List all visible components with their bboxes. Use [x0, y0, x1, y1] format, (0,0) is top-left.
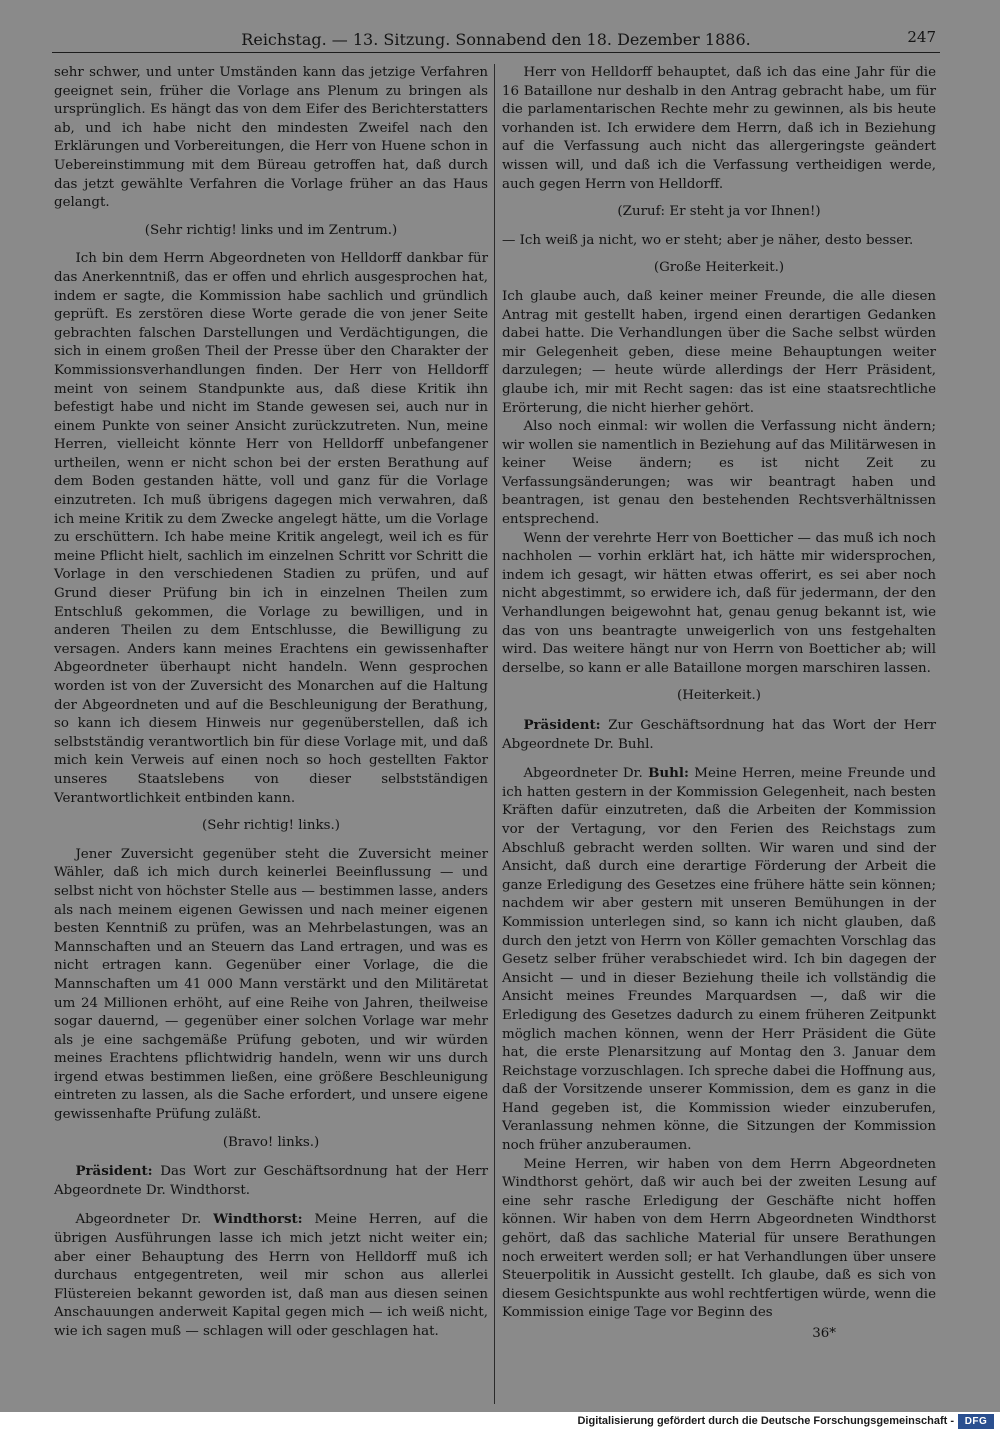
- interjection: (Zuruf: Er steht ja vor Ihnen!): [617, 204, 821, 220]
- speaker-prefix: Abgeordneter Dr.: [523, 766, 643, 782]
- interjection: (Große Heiterkeit.): [653, 260, 785, 276]
- speech-text: Das Wort zur Geschäftsordnung hat der Herr Abgeordnete Dr. Windthorst.: [54, 1164, 488, 1198]
- speech-text: Zur Geschäftsordnung hat das Wort der Herr Abgeordnete Dr. Buhl.: [502, 718, 936, 752]
- paragraph: Meine Herren, wir haben von dem Herrn Abgeordneten Windthorst gehört, daß wir auch bei der zweiten Lesung auf eine sehr rasche Erledigung der Geschäfte nicht hoffen können. Wir haben von dem Herrn Abgeordneten Windthorst gehört, daß das sachliche Material für unsere Berathungen noch erweitert werden soll; er hat Verhandlungen über unsere Steuerpolitik in Aussicht gestellt. Ich glaube, daß es sich von diesem Gesichtspunkte aus wohl rechtfertigen würde, wenn die Kommission einige Tage vor Beginn des: [502, 1156, 936, 1321]
- paragraph: — Ich weiß ja nicht, wo er steht; aber je näher, desto besser.: [502, 232, 914, 248]
- paragraph: Also noch einmal: wir wollen die Verfassung nicht ändern; wir wollen sie namentlich in Beziehung auf das Militärwesen in keiner Weise ändern; es ist nicht Zeit zu Verfassungsänderungen; was wir beantragt haben und beantragen, ist genau den bestehenden Rechtsverhältnissen entsprechend.: [502, 419, 936, 528]
- page-header: [52, 26, 940, 53]
- dfg-logo: DFG: [958, 1414, 994, 1429]
- speaker-name: Buhl:: [648, 765, 689, 782]
- interjection: (Sehr richtig! links.): [202, 818, 340, 834]
- interjection: (Sehr richtig! links und im Zentrum.): [144, 222, 398, 238]
- signature-mark: 36*: [812, 1326, 836, 1341]
- speech-president: [54, 1162, 488, 1200]
- speaker-name: Windthorst:: [213, 1211, 303, 1228]
- column-divider: [494, 64, 495, 1404]
- speech-buhl: [502, 764, 936, 1155]
- digitization-credit: Digitalisierung gefördert durch die Deutsche Forschungsgemeinschaft -: [577, 1415, 954, 1427]
- left-column: [54, 64, 488, 1342]
- digitization-credit-bar: [0, 1412, 1000, 1432]
- paragraph: sehr schwer, und unter Umständen kann das jetzige Verfahren geeignet sein, früher die Vorlage ans Plenum zu bringen als ursprünglich. Es hängt das von dem Eifer des Berichterstatters ab, und ich habe nicht den mindesten Zweifel nach den Erklärungen und Vorbereitungen, die Herr von Huene schon in Uebereinstimmung mit dem Büreau getroffen hat, daß durch das jetzt gewählte Verfahren die Vorlage früher an das Haus gelangt.: [54, 65, 488, 211]
- header-title: Reichstag. — 13. Sitzung. Sonnabend den 18. Dezember 1886.: [241, 30, 751, 49]
- speech-president: [502, 716, 936, 754]
- paragraph: Ich bin dem Herrn Abgeordneten von Helldorff dankbar für das Anerkenntniß, das er offen und ehrlich ausgesprochen hat, indem er sagte, die Kommission habe sachlich und gründlich geprüft. Es zerstören diese Worte gerade die von jener Seite gebrachten falschen Darstellungen und Verdächtigungen, die sich in einem großen Theil der Presse über den Charakter der Kommissionsverhandlungen finden. Der Herr von Helldorff meint von seinem Standpunkte aus, daß diese Kritik ihn befestigt habe und nicht im Stande gewesen sei, auch nur in einem Punkte von seiner Ansicht zurückzutreten. Nun, meine Herren, vielleicht könnte Herr von Helldorff unbefangener urtheilen, wenn er nicht schon bei der ersten Berathung auf dem Boden gestanden hätte, voll und ganz für die Vorlage einzutreten. Ich muß übrigens dagegen mich verwahren, daß ich meine Kritik zu dem Zwecke angelegt hätte, um die Vorlage zu erschüttern. Ich habe meine Kritik angelegt, weil ich es für meine Pflicht hielt, sachlich im einzelnen Schritt vor Schritt die Vorlage in den verschiedenen Stadien zu prüfen, und auf Grund dieser Prüfung bin ich in einzelnen Theilen zum Entschluß gekommen, die Vorlage zu bewilligen, und in anderen Theilen zu dem Entschlusse, die Bewilligung zu versagen. Anders kann meines Erachtens ein gewissenhafter Abgeordneter überhaupt nicht handeln. Wenn gesprochen worden ist von der Zuversicht des Monarchen auf die Haltung der Abgeordneten und auf die Beschleunigung der Berathung, so kann ich diesem Hinweis nur gegenüberstellen, daß ich selbstständig verantwortlich bin für diese Vorlage mit, und daß mich kein Verweis auf einen noch so hoch gestellten Faktor unseres Staatslebens von dieser selbstständigen Verantwortlichkeit entbinden kann.: [54, 251, 488, 806]
- speech-windthorst: [54, 1210, 488, 1341]
- paragraph: Jener Zuversicht gegenüber steht die Zuversicht meiner Wähler, daß ich mich durch keinerlei Beeinflussung — und selbst nicht von höchster Stelle aus — bestimmen lasse, anders als nach meinem eigenen Gewissen und nach meiner eigenen besten Kenntniß zu prüfen, was an Mehrbelastungen, was an Mannschaften und an Steuern das Land ertragen, und was es nicht ertragen kann. Gegenüber einer Vorlage, die die Mannschaften um 41 000 Mann verstärkt und den Militäretat um 24 Millionen erhöht, auf eine Reihe von Jahren, theilweise sogar dauernd, — gegenüber einer solchen Vorlage war mehr als je eine sachgemäße Prüfung geboten, und wir würden meines Erachtens pflichtwidrig handeln, wenn wir uns durch irgend etwas bestimmen ließen, eine größere Beschleunigung eintreten zu lassen, als die Sache erfordert, und unsere eigene gewissenhafte Prüfung zuläßt.: [54, 846, 488, 1123]
- page-number: 247: [907, 28, 936, 46]
- paragraph: Wenn der verehrte Herr von Boetticher — das muß ich noch nachholen — vorhin erklärt hat, ich hätte mir widersprochen, indem ich gesagt, wir hätten etwas offerirt, es sei aber noch nicht abgestimmt, so erwidere ich, daß für jedermann, der den Verhandlungen beigewohnt hat, genau genug bekannt ist, wie das von uns beantragte unweigerlich von uns festgehalten wird. Das weitere hängt nur von Herrn von Boetticher ab; will derselbe, so kann er alle Bataillone morgen marschiren lassen.: [502, 530, 936, 676]
- speaker-name: Präsident:: [523, 717, 601, 733]
- interjection: (Heiterkeit.): [677, 688, 761, 704]
- speech-text: Meine Herren, auf die übrigen Ausführungen lasse ich mich jetzt nicht weiter ein; aber einer Behauptung des Herrn von Helldorff muß ich durchaus entgegentreten, weil mir schon aus allerlei Flüstereien bekannt geworden ist, daß man aus diesen seinen Anschauungen anderweit Kapital gegen mich — ich weiß nicht, wie ich sagen muß — schlagen will oder geschlagen hat.: [54, 1212, 488, 1339]
- right-column: [502, 64, 936, 1344]
- paragraph: Ich glaube auch, daß keiner meiner Freunde, die alle diesen Antrag mit gestellt haben, irgend einen derartigen Gedanken dabei hatte. Die Verhandlungen über die Sache selbst würden mir Gelegenheit geben, diese meine Behauptungen weiter darzulegen; — heute würde allerdings der Herr Präsident, glaube ich, mir mit Recht sagen: das ist eine staatsrechtliche Erörterung, die nicht hierher gehört.: [502, 288, 936, 416]
- speech-text: Meine Herren, meine Freunde und ich hatten gestern in der Kommission Gelegenheit, nach besten Kräften dafür einzutreten, daß die Arbeiten der Kommission vor der Vertagung, vor den Ferien des Reichstags zum Abschluß gebracht werden sollten. Wir waren und sind der Ansicht, daß durch eine derartige Förderung der Arbeit die ganze Erledigung des Gesetzes eine frühere hätte sein können; nachdem wir aber gestern mit unseren Bemühungen in der Kommission unterlegen sind, so kann ich nicht glauben, daß durch den jetzt von Herrn von Köller gemachten Vorschlag das Gesetz selber früher verabschiedet wird. Ich bin dagegen der Ansicht — und in dieser Beziehung theile ich vollständig die Ansicht meines Freundes Marquardsen —, daß wir die Erledigung des Gesetzes dadurch zu einem früheren Zeitpunkt möglich machen können, wenn der Herr Präsident die Güte hat, die erste Plenarsitzung auf Montag den 3. Januar dem Reichstage vorzuschlagen. Ich spreche dabei die Hoffnung aus, daß der Vorsitzende unserer Kommission, dem es ganz in die Hand gegeben ist, die Kommission wieder einzuberufen, Veranlassung nehmen könne, die Sitzungen der Kommission noch früher anzuberaumen.: [502, 766, 937, 1154]
- paragraph: Herr von Helldorff behauptet, daß ich das eine Jahr für die 16 Bataillone nur deshalb in den Antrag gebracht habe, um für die parlamentarischen Rechte mehr zu gewinnen, als bis heute vorhanden ist. Ich erwidere dem Herrn, daß ich in Beziehung auf die Verfassung auch nicht das allergeringste geändert wissen will, und daß ich die Verfassung vertheidigen werde, auch gegen Herrn von Helldorff.: [502, 65, 936, 192]
- interjection: (Bravo! links.): [222, 1134, 320, 1150]
- speaker-prefix: Abgeordneter Dr.: [75, 1212, 202, 1228]
- speaker-name: Präsident:: [75, 1163, 153, 1180]
